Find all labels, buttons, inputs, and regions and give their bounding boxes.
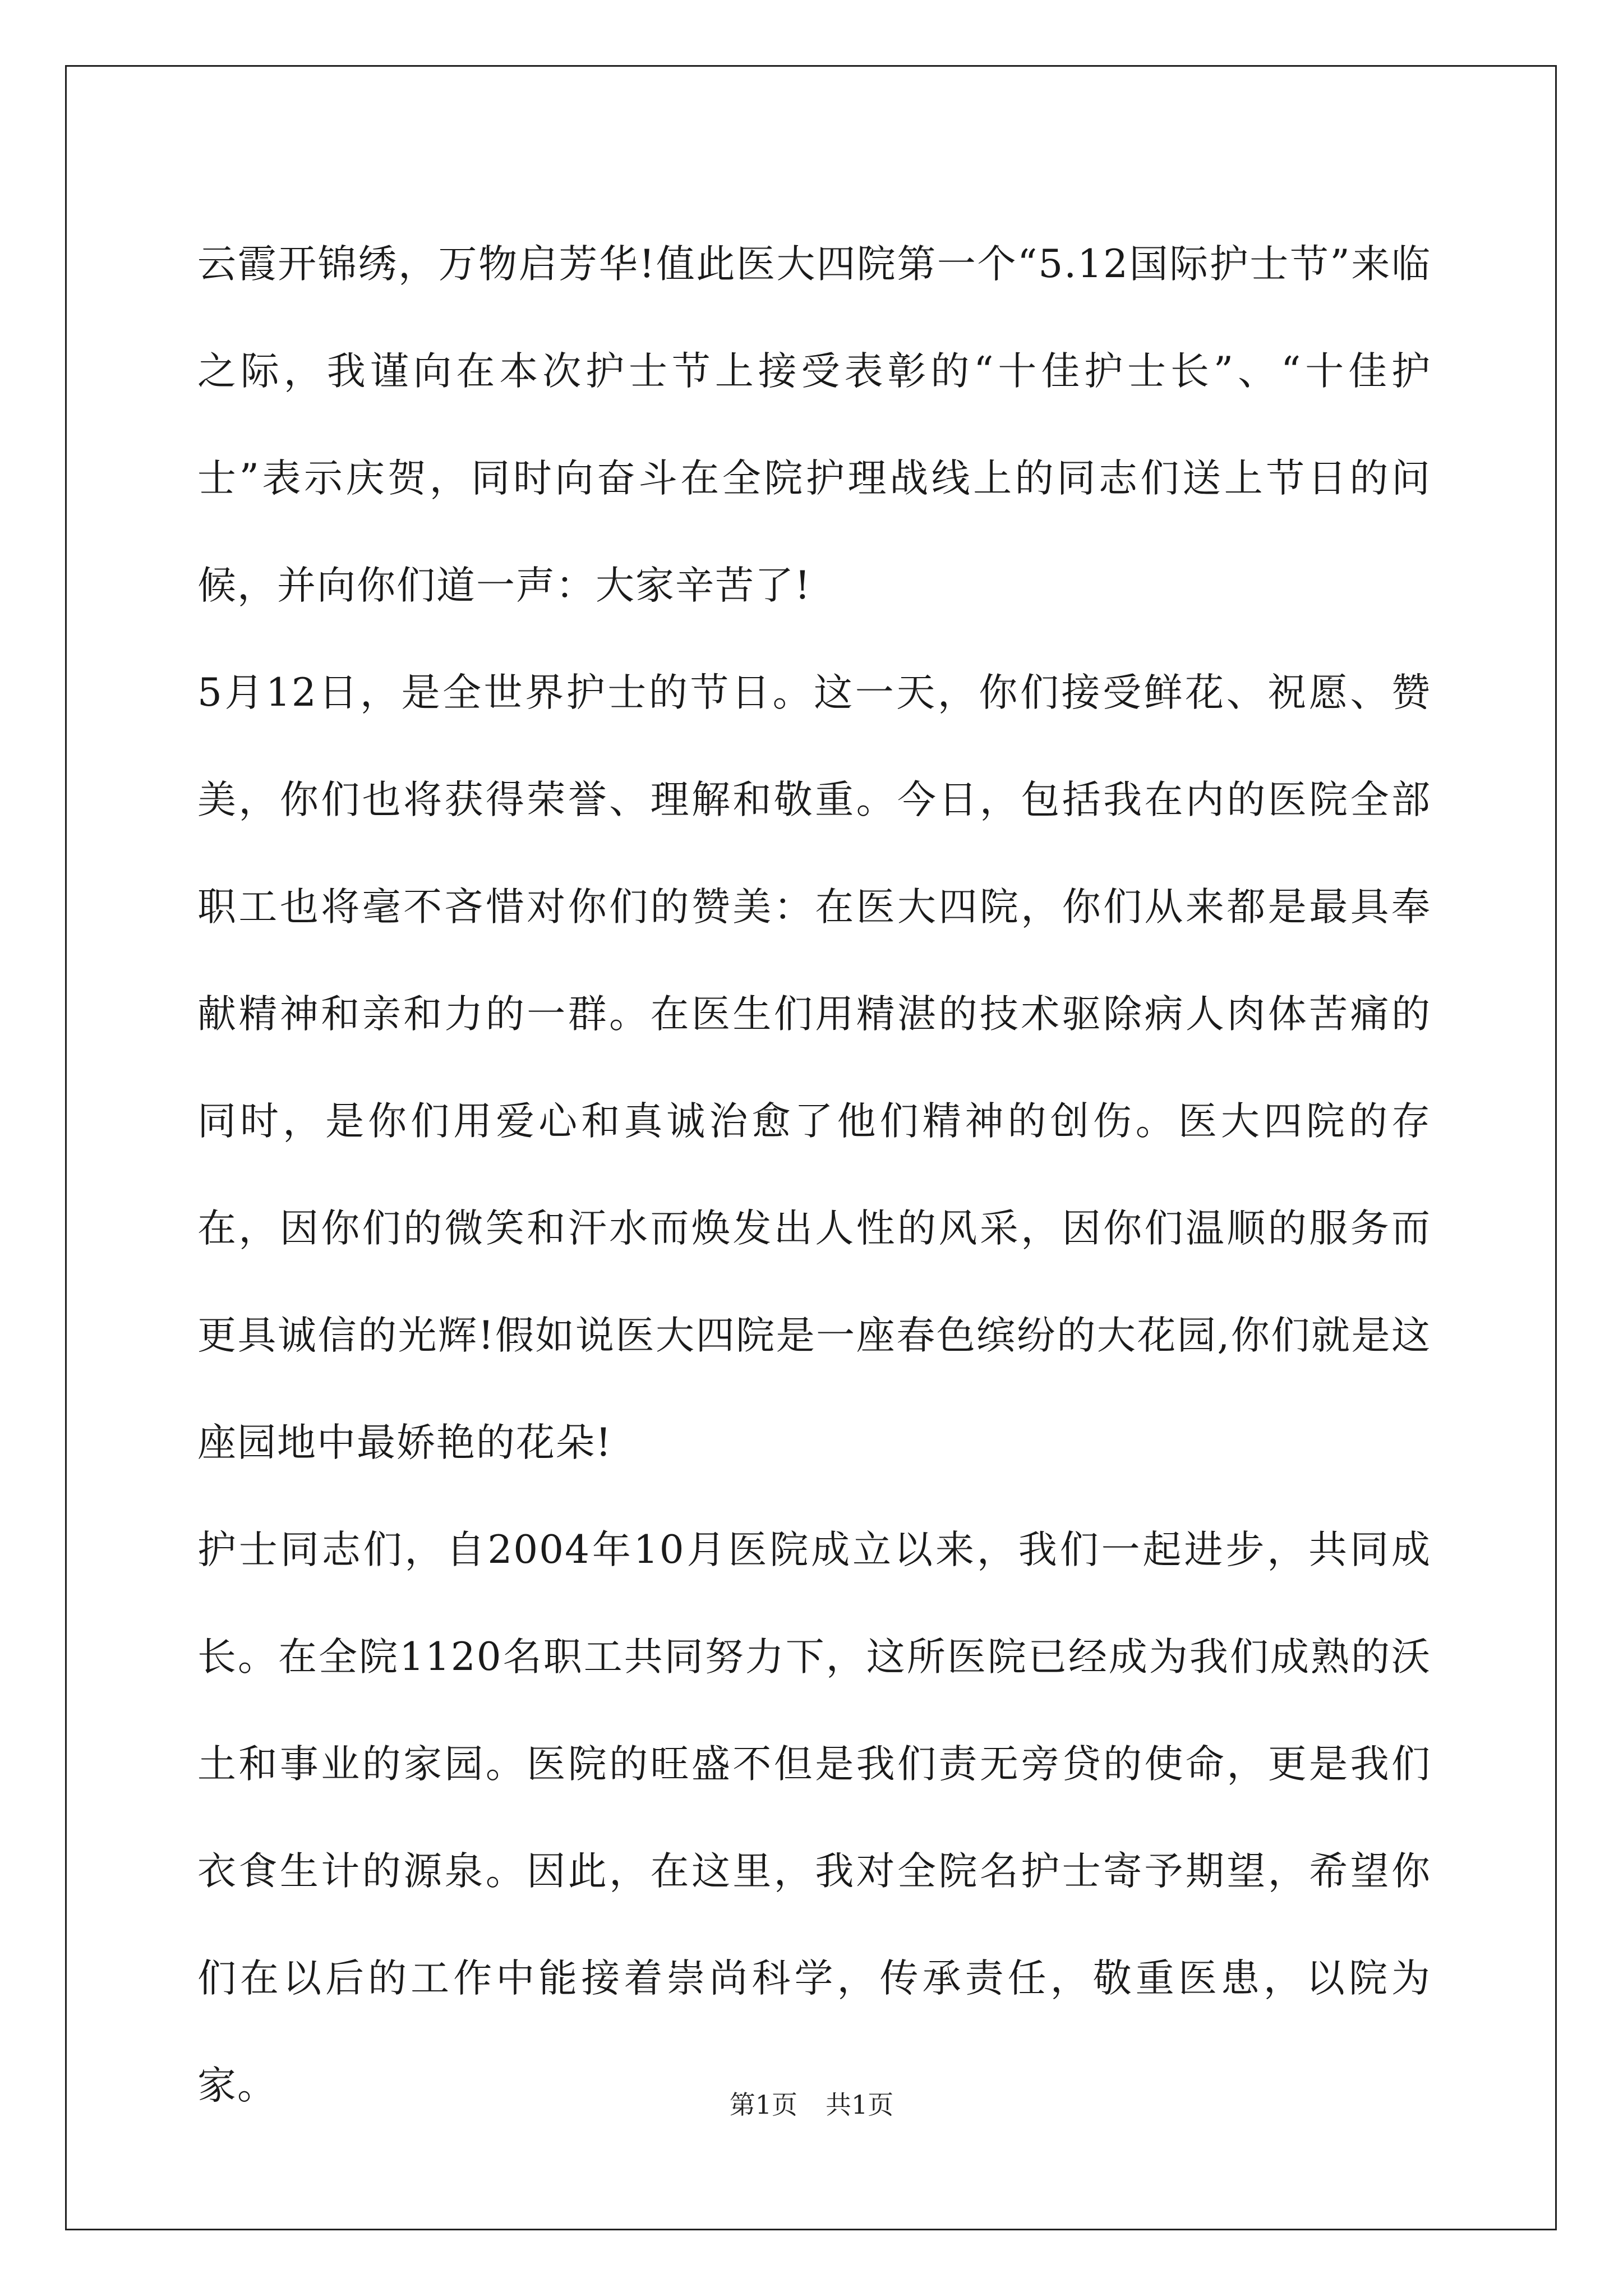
document-body [197,211,1431,2139]
paragraph-hospital-growth: 护士同志们，自2004年10月医院成立以来，我们一起进步，共同成长。在全院1120名职工共同努力下，这所医院已经成为我们成熟的沃土和事业的家园。医院的旺盛不但是我们责无旁贷的使命，更是我们衣食生计的源泉。因此，在这里，我对全院名护士寄予期望，希望你们在以后的工作中能接着崇尚科学，传承责任，敬重医患，以院为家。 [197,1527,1431,2108]
page-footer [0,2088,1623,2122]
paragraph-greeting: 云霞开锦绣，万物启芳华!值此医大四院第一个“5.12国际护士节”来临之际，我谨向在本次护士节上接受表彰的“十佳护士长”、“十佳护士”表示庆贺，同时向奋斗在全院护理战线上的同志们送上节日的问候，并向你们道一声：大家辛苦了! [197,242,1431,608]
page-number-current: 第1页 [729,2090,797,2120]
page-number-total: 共1页 [826,2090,894,2120]
paragraph-nurses-day: 5月12日，是全世界护士的节日。这一天，你们接受鲜花、祝愿、赞美，你们也将获得荣誉、理解和敬重。今日，包括我在内的医院全部职工也将毫不吝惜对你们的赞美：在医大四院，你们从来都是最具奉献精神和亲和力的一群。在医生们用精湛的技术驱除病人肉体苦痛的同时，是你们用爱心和真诚治愈了他们精神的创伤。医大四院的存在，因你们的微笑和汗水而焕发出人性的风采，因你们温顺的服务而更具诚信的光辉!假如说医大四院是一座春色缤纷的大花园,你们就是这座园地中最娇艳的花朵! [197,670,1431,1465]
